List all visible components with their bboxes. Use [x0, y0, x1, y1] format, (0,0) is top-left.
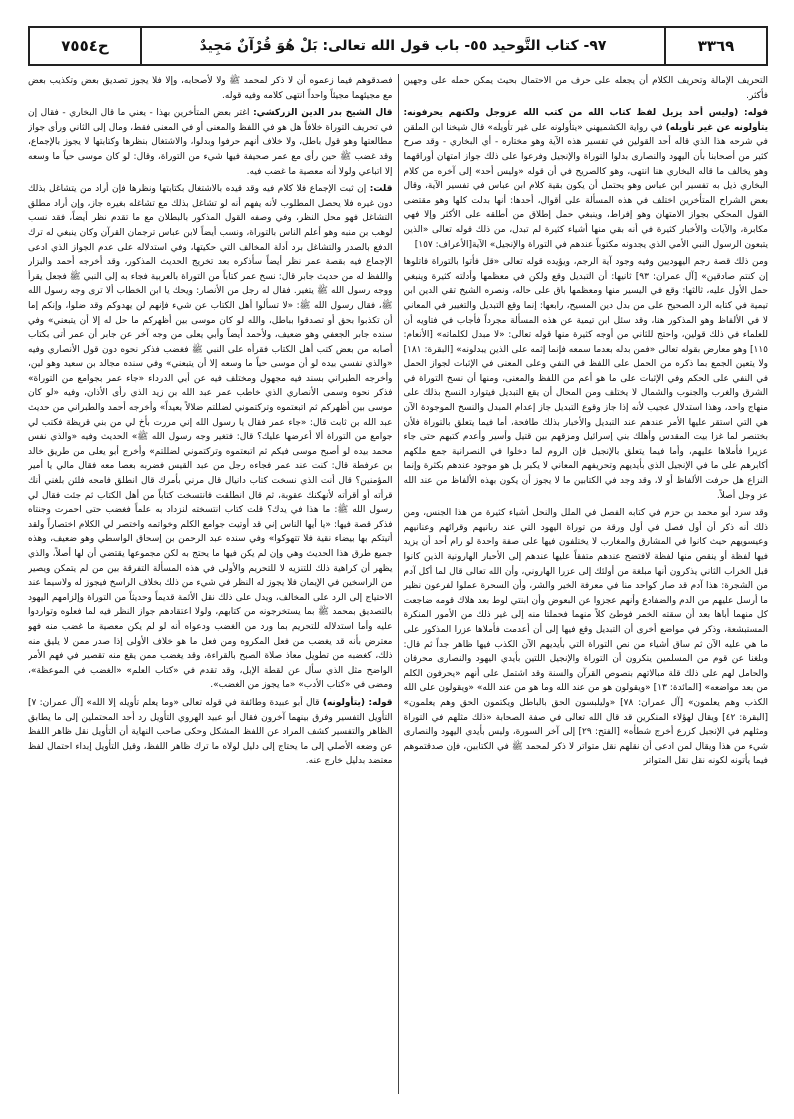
paragraph-text: ومن ذلك قصة رجم اليهوديين وفيه وجود آية الرجم، ويؤيده قوله تعالى «قل فأتوا بالتوراة فاتلوها إن كنتم صادقين» [آل عمران: ٩٣] ثانيها: أن التبديل وقع ولكن في معظمها وأدلته كثيرة وينبغي حمل الأول عليه، ثالثها: وقع في اليسير منها ومعظمها باق على حاله، ونصره الشيخ تقي الدين ابن تيمية في كتابه الرد الصحيح على من بدل دين المسيح، رابعها: إنما وقع التبديل والتغيير في المعاني لا في الألفاظ وهو المذكور هنا، وقد سئل ابن تيمية عن هذه المسألة مجرداً فأجاب في فتاويه أن للعلماء في ذلك قولين، واحتج للثاني من أوجه كثيرة منها قوله تعالى: «لا مبدل لكلماته» [الأنعام: ١١٥] وهو معارض بقوله تعالى «فمن بدله بعدما سمعه فإنما إثمه على الذين يبدلونه» [البقرة: ١٨١] ولا يتعين الجمع بما ذكره من الحمل على اللفظ في النفي وعلى المعنى في الإثبات لجواز الحمل في النفي على الحكم وفي الإثبات على ما هو أعم من اللفظ والمعنى، ومنها أن نسخ التوراة في الشرق والغرب والجنوب والشمال لا يختلف ومن المحال أن يقع التبديل فيتوارد النسخ بذلك على منهاج واحد، وهذا استدلال عجيب لأنه إذا جاز وقوع التبديل جاز إعدام المبدل والنسخ الموجودة الآن هي التي استقر عليها الأمر عندهم عند التبديل والأخبار بذلك طافحة، أما فيما يتعلق بالتوراة فلأن بختنصر لما غزا بيت المقدس وأهلك بني إسرائيل ومزقهم بين قتيل وأسير وأعدم كتبهم حتى جاء عزيرا فأملاها عليهم، وأما فيما يتعلق بالإنجيل فإن الروم لما دخلوا في النصرانية جمع ملكهم أكابرهم على ما في الإنجيل الذي بأيديهم وتحريفهم المعاني لا يكبر بل هو موجود عندهم بكثرة وإنما النزاع هل حرفت الألفاظ أو لا، وقد وجد في الكتابين ما لا يجوز أن يكون بهذه الألفاظ من عند الله عز وجل أصلاً. — [403, 257, 768, 501]
paragraph — [404, 106, 769, 252]
paragraph-text: اغتر بعض المتأخرين بهذا - يعني ما قال البخاري - فقال إن في تحريف التوراة خلافاً هل هو في اللفظ والمعنى أو في المعنى فقط، ومال إلى الثاني ورأى جواز مطالعتها وهو قول باطل، ولا خلاف أنهم حرفوا وبدلوا، والاشتغال بنظرها وكتابتها لا يجوز بالإجماع، وقد غضب ﷺ حين رأى مع عمر صحيفة فيها شيء من التوراة، وقال: لو كان موسى حياً ما وسعه إلا اتباعي ولولا أنه معصية ما غضب فيه. — [28, 108, 393, 177]
column-divider — [398, 74, 399, 1094]
paragraph-text: إن ثبت الإجماع فلا كلام فيه وقد قيده بالاشتغال بكتابتها ونظرها فإن أراد من يتشاغل بذلك دون غيره فلا يحصل المطلوب لأنه يفهم أنه لو تشاغل بذلك مع تشاغله بغيره جاز، وإن أراد مطلق التشاغل فهو محل النظر، وفي وصفه القول المذكور بالبطلان مع ما تقدم نظر أيضاً، فقد نسب لوهب بن منبه وهو أعلم الناس بالتوراة، ونسب أيضاً لابن عباس ترجمان القرآن وكان ينبغي له ترك الدفع بالصدر والتشاغل برد أدلة المخالف التي حكيتها، وفي استدلاله على عدم الجواز الذي ادعى الإجماع فيه بقصة عمر نظر أيضاً سأذكره بعد تخريج الحديث المذكور، وقد أخرجه أحمد والبزار واللفظ له من حديث جابر قال: نسخ عمر كتاباً من التوراة بالعربية فجاء به إلى النبي ﷺ فجعل يقرأ ووجه رسول الله ﷺ يتغير. فقال له رجل من الأنصار: ويحك يا ابن الخطاب ألا ترى وجه رسول الله ﷺ، فقال رسول الله ﷺ: «لا تسألوا أهل الكتاب عن شيء فإنهم لن يهدوكم وقد ضلوا، وإنكم إما أن تكذبوا بحق أو تصدقوا بباطل، والله لو كان موسى بين أظهركم ما حل له إلا أن يتبعني» وفي سنده جابر الجعفي وهو ضعيف، ولأحمد أيضاً وأبي يعلى من وجه آخر عن جابر أن عمر أتى بكتاب أصابه من بعض كتب أهل الكتاب فقرأه على النبي ﷺ فغضب فذكر نحوه دون قول الأنصاري وفيه «والذي نفسي بيده لو أن موسى حياً ما وسعه إلا أن يتبعني» وفي سنده مجالد بن سعيد وهو لين، وأخرجه الطبراني بسند فيه مجهول ومختلف فيه عن أبي الدرداء «جاء عمر بجوامع من التوراة» فذكر نحوه وسمى الأنصاري الذي خاطب عمر عبد الله بن زيد الذي رأى الأذان، وفيه «لو كان موسى بين أظهركم ثم اتبعتموه وتركتموني لضللتم ضلالاً بعيداً» وأخرجه أحمد والطبراني من حديث عبد الله بن ثابت قال: «جاء عمر فقال يا رسول الله إني مررت بأخ لي من بني قريظة فكتب لي جوامع من التوراة ألا أعرضها عليك؟ قال: فتغير وجه رسول الله ﷺ» الحديث وفيه «والذي نفس محمد بيده لو أصبح موسى فيكم ثم اتبعتموه وتركتموني لضللتم» وأخرج أبو يعلى من طريق خالد بن عرفطة قال: كنت عند عمر فجاءه رجل من عبد القيس فضربه بعصا معه فقال مالي يا أمير المؤمنين؟ قال أنت الذي نسخت كتاب دانيال قال مرني بأمرك قال انطلق فامحه فلئن بلغني أنك قرأته أو أقرأته لأنهكنك عقوبة، ثم قال انطلقت فانتسخت كتاباً من أهل الكتاب ثم جئت فقال لي رسول الله ﷺ: ما هذا في يدك؟ قلت كتاب انتسخته لنزداد به علماً فغضب حتى احمرت وجنتاه فذكر قصة فيها: «يا أيها الناس إني قد أوتيت جوامع الكلم وخواتمه واختصر لي الكلام اختصاراً ولقد أتيتكم بها بيضاء نقية فلا تتهوكوا» وفي سنده عبد الرحمن بن إسحاق الواسطي وهو ضعيف، وهذه جميع طرق هذا الحديث وهي وإن لم يكن فيها ما يحتج به لكن مجموعها يقتضي أن لها أصلاً، والذي يظهر أن كراهية ذلك للتنزيه لا للتحريم والأولى في هذه المسألة التفرقة بين من لم يتمكن ويصير من الراسخين في الإيمان فلا يجوز له النظر في شيء من ذلك بخلاف الراسخ فيجوز له ولاسيما عند الاحتياج إلى الرد على المخالف، ويدل على ذلك نقل الأئمة قديماً وحديثاً من التوراة وإلزامهم اليهود بالتصديق بمحمد ﷺ بما يستخرجونه من كتابهم، ولولا اعتقادهم جواز النظر فيه لما فعلوه وتواردوا عليه وأما استدلاله للتحريم بما ورد من الغضب ودعواه أنه لو لم يكن معصية ما غضب منه فهو معترض بأنه قد يغضب من فعل المكروه ومن فعل ما هو خلاف الأولى إذا صدر ممن لا يليق منه ذلك، كغضبه من تطويل معاذ صلاة الصبح بالقراءة، وقد يغضب ممن يقع منه تقصير في فهم الأمر الواضح مثل الذي سأل عن لقطة الإبل، وقد تقدم في «كتاب العلم» «الغضب في الموعظة»، ومضى في «كتاب الأدب» «ما يجوز من الغضب». — [28, 184, 393, 691]
left-column — [28, 74, 398, 1094]
paragraph-text: التحريف الإمالة وتحريف الكلام أن يجعله على حرف من الاحتمال بحيث يمكن حمله على وجهين فأكثر. — [403, 76, 768, 101]
paragraph-text: في رواية الكشميهني «يتأولونه على غير تأويله» قال شيخنا ابن الملقن في شرحه هذا الذي قاله أحد القولين في تفسير هذه الآية وهو مختاره - أي البخاري - وقد صرح كثير من أصحابنا بأن اليهود والنصارى بدلوا التوراة والإنجيل وفرعوا على ذلك جواز امتهان أوراقهما وهو يخالف ما قاله البخاري هنا انتهى، وهو كالصريح في أن قوله «وليس أحد» إلى آخره من كلام البخاري ذيل به تفسير ابن عباس وهو يحتمل أن يكون بقية كلام ابن عباس في تفسير الآية، وقال بعض الشراح المتأخرين اختلف في هذه المسألة على أقوال، أحدها: أنها بدلت كلها وهو مقتضى القول المحكي بجواز الامتهان وهو إفراط، وينبغي حمل إطلاق من أطلقه على الأكثر وإلا فهي مكابرة، والآيات والأخبار كثيرة في أنه بقي منها أشياء كثيرة لم تبدل، من ذلك قوله تعالى «الذين يتبعون الرسول النبي الأمي الذي يجدونه مكتوباً عندهم في التوراة والإنجيل» الآية[الأعراف: ١٥٧] — [403, 122, 768, 250]
paragraph — [28, 74, 393, 103]
running-header — [28, 26, 768, 66]
hadith-reference: ح٧٥٥٤ — [30, 28, 142, 64]
paragraph — [404, 506, 769, 769]
paragraph — [28, 182, 393, 693]
paragraph — [404, 74, 769, 103]
paragraph-text: وقد سرد أبو محمد بن حزم في كتابه الفصل في الملل والنحل أشياء كثيرة من هذا الجنس، ومن ذلك أنه ذكر أن أول فصل في أول ورقة من توراة اليهود التي عند ربانيهم وقرائهم وعنانيهم وعيسويهم حيث كانوا في المشارق والمغارب لا يختلفون فيها على صفة واحدة لو رام أحد أن يزيد فيها لفظة أو ينقص منها لفظة لافتضح عندهم متفقاً عليها عندهم إلى الأحبار الهارونية الذين كانوا قبل الخراب الثاني يذكرون أنها مبلغة من أولئك إلى عزرا الهاروني، وأن الله تعالى قال لما أكل آدم من الشجرة: هذا آدم قد صار كواحد منا في معرفة الخير والشر، وأن السحرة عملوا لفرعون نظير ما أرسل عليهم من الدم والضفادع وأنهم عجزوا عن البعوض وأن ابنتي لوط بعد هلاك قومه ضاجعت كل منهما أباها بعد أن سقته الخمر فوطئ كلاً منهما فحملتا منه إلى غير ذلك من الأمور المنكرة المستبشعة، وذكر في مواضع أخرى أن التبديل وقع فيها إلى أن أعدمت فأملاها عزرا المذكور على ما هي عليه الآن ثم ساق أشياء من نص التوراة التي بأيديهم الآن الكذب فيها ظاهر جداً ثم قال: وبلغنا عن قوم من المسلمين ينكرون أن التوراة والإنجيل اللتين بأيدي اليهود والنصارى محرفان والحامل لهم على ذلك قلة مبالاتهم بنصوص القرآن والسنة وقد اشتمل على أنهم «يحرفون الكلم من بعد مواضعه» [المائدة: ١٣] «ويقولون هو من عند الله وما هو من عند الله» «ويقولون على الله الكذب وهم يعلمون» [آل عمران: ٧٨] «وليلبسون الحق بالباطل ويكتمون الحق وهم يعلمون» [البقرة: ٤٢] ويقال لهؤلاء المنكرين قد قال الله تعالى في صفة الصحابة «ذلك مثلهم في التوراة ومثلهم في الإنجيل كزرع أخرج شطأه» [الفتح: ٢٩] إلى آخر السورة، وليس بأيدي اليهود والنصارى شيء من هذا ويقال لمن ادعى أن نقلهم نقل متواتر لا ذكر لمحمد ﷺ في الكتابين، فإن صدقتموهم فيما يأتونه لكونه نقل نقل المتواتر — [403, 508, 768, 767]
text-columns — [28, 74, 768, 1094]
paragraph-lead: قوله: (وليس أحد يزيل لفظ كتاب الله من كتب الله عزوجل ولكنهم يحرفونه: يتأولونه عن غير تأويله) — [403, 108, 768, 133]
paragraph-text: قال أبو عبيدة وطائفة في قوله تعالى «وما يعلم تأويله إلا الله» [آل عمران: ٧] التأويل التفسير وفرق بينهما آخرون فقال أبو عبيد الهروي التأويل رد أحد المحتملين إلى ما يطابق الظاهر والتفسير كشف المراد عن اللفظ المشكل وحكى صاحب النهاية أن التأويل نقل ظاهر اللفظ عن وضعه الأصلي إلى ما يحتاج إلى دليل لولاه ما ترك ظاهر اللفظ، وقيل التأويل إبداء احتمال لفظ معتضد بدليل خارج عنه. — [28, 697, 393, 767]
paragraph — [404, 255, 769, 503]
paragraph — [28, 696, 393, 769]
paragraph-lead: قلت: — [369, 184, 393, 195]
right-column — [399, 74, 769, 1094]
paragraph-text: فصدقوهم فيما زعموه أن لا ذكر لمحمد ﷺ ولا لأصحابه، وإلا فلا يجوز تصديق بعض وتكذيب بعض مع مجيئهما مجيئاً واحداً انتهى كلامه وفيه قوله. — [28, 76, 393, 101]
paragraph-lead: قال الشيخ بدر الدين الزركشي: — [253, 108, 393, 119]
chapter-title: ٩٧- كتاب التَّوحيد ٥٥- باب قول الله تعالى: بَلْ هُوَ قُرْآنٌ مَجِيدٌ — [199, 38, 607, 54]
paragraph — [28, 106, 393, 179]
book-page — [28, 26, 768, 1096]
page-number: ٣٣٦٩ — [664, 28, 766, 64]
paragraph-lead: قوله: (يتأولونه) — [322, 697, 393, 708]
